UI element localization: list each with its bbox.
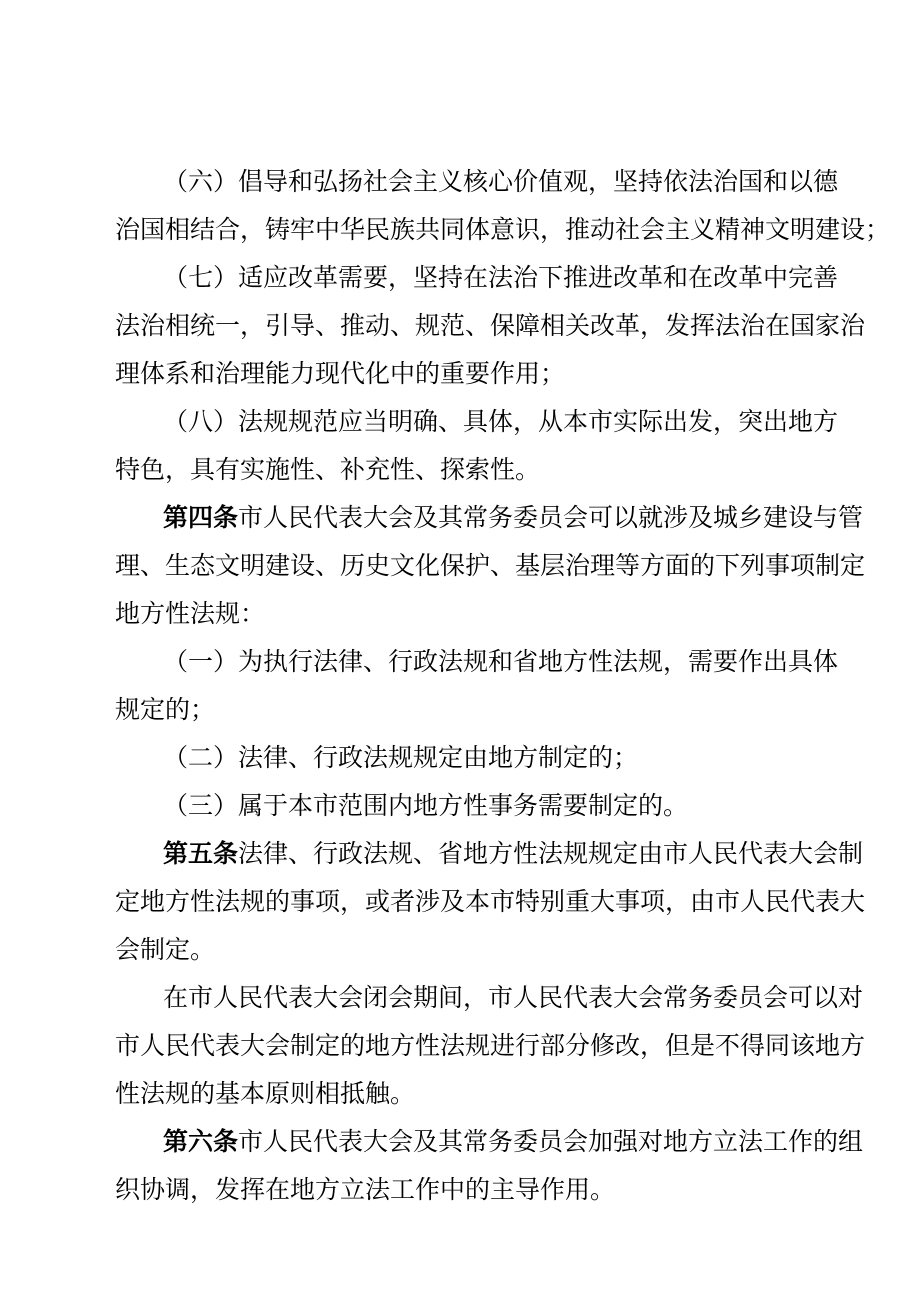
- article-4-text: 市人民代表大会及其常务委员会可以就涉及城乡建设与管: [238, 503, 864, 532]
- article-6-first-line: [163, 1126, 864, 1158]
- paragraph-line: 会制定。: [115, 935, 216, 964]
- paragraph-line: （一）为执行法律、行政法规和省地方性法规，需要作出具体: [163, 647, 839, 676]
- paragraph-line: 治国相结合，铸牢中华民族共同体意识，推动社会主义精神文明建设；: [115, 215, 891, 244]
- paragraph-line: 特色，具有实施性、补充性、探索性。: [115, 455, 541, 484]
- article-5-text: 法律、行政法规、省地方性法规规定由市人民代表大会制: [238, 839, 864, 868]
- paragraph-line: 理体系和治理能力现代化中的重要作用；: [115, 359, 566, 388]
- article-4-first-line: [163, 502, 864, 534]
- article-4-heading: 第四条: [163, 503, 239, 532]
- paragraph-line: （二）法律、行政法规规定由地方制定的；: [163, 743, 639, 772]
- paragraph-line: 性法规的基本原则相抵触。: [115, 1079, 416, 1108]
- paragraph-line: （六）倡导和弘扬社会主义核心价值观，坚持依法治国和以德: [163, 167, 839, 196]
- paragraph-line: 在市人民代表大会闭会期间，市人民代表大会常务委员会可以对: [163, 983, 864, 1012]
- paragraph-line: （七）适应改革需要，坚持在法治下推进改革和在改革中完善: [163, 263, 839, 292]
- paragraph-line: 法治相统一，引导、推动、规范、保障相关改革，发挥法治在国家治: [115, 311, 866, 340]
- article-6-text: 市人民代表大会及其常务委员会加强对地方立法工作的组: [238, 1127, 864, 1156]
- paragraph-line: （三）属于本市范围内地方性事务需要制定的。: [163, 791, 689, 820]
- article-5-first-line: [163, 838, 864, 870]
- paragraph-line: 织协调，发挥在地方立法工作中的主导作用。: [115, 1175, 616, 1204]
- article-5-heading: 第五条: [163, 839, 239, 868]
- paragraph-line: 定地方性法规的事项，或者涉及本市特别重大事项，由市人民代表大: [115, 887, 866, 916]
- paragraph-line: 市人民代表大会制定的地方性法规进行部分修改，但是不得同该地方: [115, 1031, 866, 1060]
- paragraph-line: 规定的；: [115, 695, 216, 724]
- paragraph-line: （八）法规规范应当明确、具体，从本市实际出发，突出地方: [163, 407, 839, 436]
- paragraph-line: 地方性法规：: [115, 599, 266, 628]
- article-6-heading: 第六条: [163, 1127, 239, 1156]
- paragraph-line: 理、生态文明建设、历史文化保护、基层治理等方面的下列事项制定: [115, 551, 866, 580]
